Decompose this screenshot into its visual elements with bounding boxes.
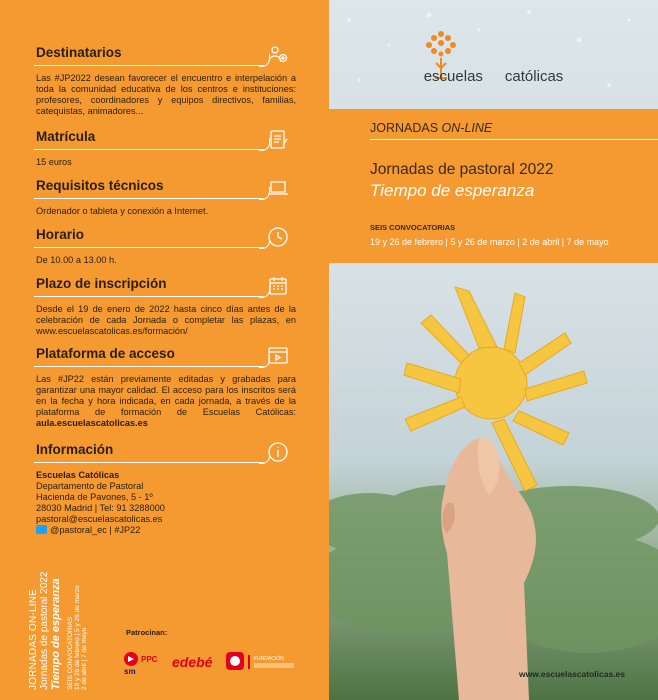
- section-title: Matrícula: [36, 129, 96, 144]
- fundacion-logo: [226, 650, 306, 674]
- event-title: Jornadas de pastoral 2022: [370, 161, 554, 178]
- vertical-dates-2: 2 de abril | 7 de mayo: [81, 627, 88, 690]
- address: Hacienda de Pavones, 5 - 1º: [36, 492, 153, 502]
- laptop-icon: [266, 176, 290, 200]
- event-subtitle: Tiempo de esperanza: [370, 181, 535, 200]
- vertical-convocatorias: SEIS CONVOCATORIAS: [67, 616, 74, 690]
- clipboard-icon: [266, 127, 290, 151]
- hand-holding-sun-image: [329, 263, 658, 700]
- section-requisitos: [34, 178, 296, 217]
- social-line: @pastoral_ec | #JP22: [36, 525, 296, 536]
- vertical-dates-1: 19 y 26 de febrero | 5 y 26 de marzo: [74, 585, 81, 690]
- clock-icon: [266, 225, 290, 249]
- section-horario: [34, 227, 296, 266]
- section-matricula: [34, 129, 296, 168]
- section-text: Las #JP22 están previamente editadas y grabadas para garantizar una mayor calidad. El acceso para los inscritos será en la fecha y hora indicada, en cada jornada, a través de la plataforma de formación de Escuelas Católicas: aula.escuelascatolicas.es: [36, 374, 296, 428]
- calendar-icon: [266, 274, 290, 298]
- section-informacion: [34, 442, 296, 536]
- video-player-icon: [266, 344, 290, 368]
- section-title: Requisitos técnicos: [36, 178, 164, 193]
- section-title: Horario: [36, 227, 85, 242]
- section-title: Plazo de inscripción: [36, 276, 167, 291]
- section-plazo: [34, 276, 296, 337]
- section-title: Destinatarios: [36, 45, 122, 60]
- event-dates: 19 y 26 de febrero | 5 y 26 de marzo | 2 de abril | 7 de mayo: [370, 237, 609, 247]
- sponsors: [124, 628, 284, 676]
- city-phone: 28030 Madrid | Tel: 91 3288000: [36, 503, 165, 513]
- section-text: Las #JP2022 desean favorecer el encuentro e interpelación a toda la comunidad educativa de los centros e instituciones: profesores, coordinadores y equipos directivos, familias, catequistas, animadores...: [36, 73, 296, 116]
- section-plataforma: [34, 346, 296, 429]
- section-title: Información: [36, 442, 114, 457]
- sponsors-label: Patrocinan:: [126, 628, 168, 637]
- department: Departamento de Pastoral: [36, 481, 144, 491]
- section-text: Ordenador o tableta y conexión a Internet.: [36, 206, 209, 216]
- svg-text:PPC: PPC: [141, 655, 158, 664]
- org-name: Escuelas Católicas: [36, 470, 120, 480]
- section-text: Desde el 19 de enero de 2022 hasta cinco días antes de la celebración de cada Jornada o completar las plazas, en www.escuelascatolicas.es/formación/: [36, 304, 296, 336]
- sm-ppc-logo: [122, 650, 162, 676]
- cover-panel: [329, 0, 658, 700]
- section-text: 15 euros: [36, 157, 72, 167]
- section-text: De 10.00 a 13.00 h.: [36, 255, 117, 265]
- svg-text:FUNDACIÓN: FUNDACIÓN: [254, 656, 284, 662]
- svg-text:sm: sm: [124, 667, 136, 676]
- website-link[interactable]: www.escuelascatolicas.es: [519, 669, 625, 679]
- info-icon: [266, 440, 290, 464]
- people-icon: [266, 43, 290, 67]
- contact-info: [34, 470, 296, 536]
- edebe-logo: edebé: [172, 654, 213, 670]
- kicker: JORNADAS ON-LINE: [370, 121, 493, 135]
- twitter-icon: [36, 525, 47, 534]
- section-destinatarios: [34, 45, 296, 117]
- vertical-subtitle: Tiempo de esperanza: [50, 578, 62, 690]
- vertical-title: Jornadas de pastoral 2022: [39, 571, 50, 690]
- vertical-kicker: JORNADAS ON-LINE: [28, 589, 39, 690]
- section-title: Plataforma de acceso: [36, 346, 175, 361]
- convocatorias-label: SEIS CONVOCATORIAS: [370, 223, 456, 232]
- platform-link[interactable]: aula.escuelascatolicas.es: [36, 418, 148, 428]
- brand-name: escuelas católicas: [423, 68, 564, 85]
- title-band: [329, 109, 658, 263]
- email-link[interactable]: pastoral@escuelascatolicas.es: [36, 514, 163, 524]
- brand-logo: [329, 0, 658, 110]
